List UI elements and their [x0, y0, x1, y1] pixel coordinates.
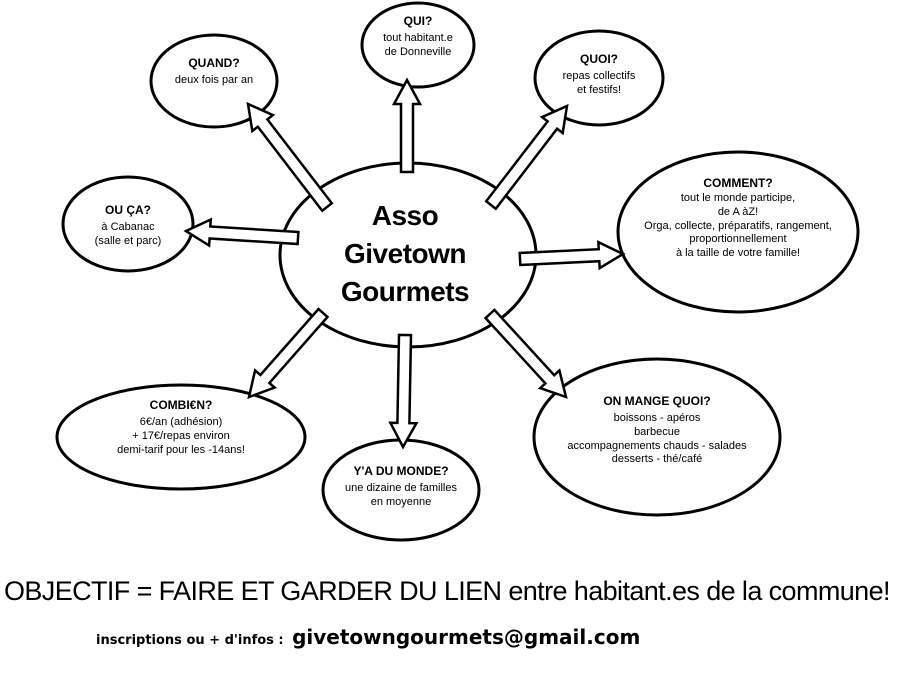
- qui-question: QUI?: [403, 14, 433, 28]
- combien-answer-3: demi-tarif pour les -14ans!: [117, 443, 245, 456]
- monde-answer-1: une dizaine de familles: [345, 482, 457, 494]
- contact-label: inscriptions ou + d'infos :: [96, 633, 284, 648]
- objective-text: OBJECTIF = FAIRE ET GARDER DU LIEN entre habitant.es de la commune!: [4, 576, 890, 606]
- combien-question: COMBI€N?: [149, 398, 213, 412]
- ou-question: OU ÇA?: [105, 203, 151, 217]
- comment-answer-5: à la taille de votre famille!: [675, 247, 801, 259]
- monde-label: [331, 464, 471, 510]
- combien-answer-1: 6€/an (adhésion): [139, 416, 223, 428]
- mange-answer-3: accompagnements chauds - salades: [567, 439, 747, 452]
- comment-answer-1: tout le monde participe,: [680, 192, 796, 204]
- quand-answer-1: deux fois par an: [174, 74, 254, 86]
- qui-answer-2: de Donneville: [384, 45, 452, 58]
- quoi-answer-1: repas collectifs: [562, 70, 636, 82]
- arrow-quoi: [486, 106, 567, 209]
- mange-answer-4: desserts - thé/café: [611, 453, 703, 466]
- comment-label: [623, 176, 853, 261]
- center-line-1: Asso: [371, 200, 439, 231]
- arrow-qui: [394, 80, 420, 172]
- mange-question: ON MANGE QUOI?: [603, 394, 711, 408]
- contact-email: givetowngourmets@gmail.com: [292, 625, 641, 649]
- arrow-combien: [249, 309, 328, 397]
- mange-label: [547, 394, 767, 467]
- mange-answer-1: boissons - apéros: [613, 412, 701, 424]
- comment-answer-4: proportionnellement: [689, 233, 787, 246]
- contact-line: [96, 625, 640, 649]
- comment-answer-2: de A àZ!: [717, 205, 759, 218]
- comment-answer-3: Orga, collecte, préparatifs, rangement,: [644, 219, 832, 232]
- ou-label: [63, 203, 193, 249]
- center-line-3: Gourmets: [340, 275, 470, 307]
- arrow-ou: [186, 220, 298, 246]
- mange-answer-2: barbecue: [634, 425, 680, 438]
- ou-answer-1: à Cabanac: [101, 221, 155, 233]
- monde-answer-2: en moyenne: [370, 495, 432, 508]
- quand-question: QUAND?: [188, 56, 240, 70]
- comment-question: COMMENT?: [703, 176, 773, 190]
- center-line-2: Givetown: [343, 237, 466, 269]
- monde-question: Y'A DU MONDE?: [353, 464, 449, 478]
- quoi-answer-2: et festifs!: [576, 83, 622, 96]
- combien-label: [81, 398, 281, 457]
- center-title: [300, 197, 510, 310]
- quand-label: [150, 56, 278, 88]
- arrow-quand: [248, 104, 332, 211]
- quoi-question: QUOI?: [580, 52, 618, 66]
- arrow-mange: [486, 310, 566, 397]
- quoi-label: [534, 52, 664, 98]
- qui-answer-1: tout habitant.e: [383, 32, 453, 44]
- arrow-monde: [390, 335, 416, 447]
- combien-answer-2: + 17€/repas environ: [132, 429, 230, 442]
- ou-answer-2: (salle et parc): [94, 234, 162, 247]
- qui-label: [358, 14, 478, 60]
